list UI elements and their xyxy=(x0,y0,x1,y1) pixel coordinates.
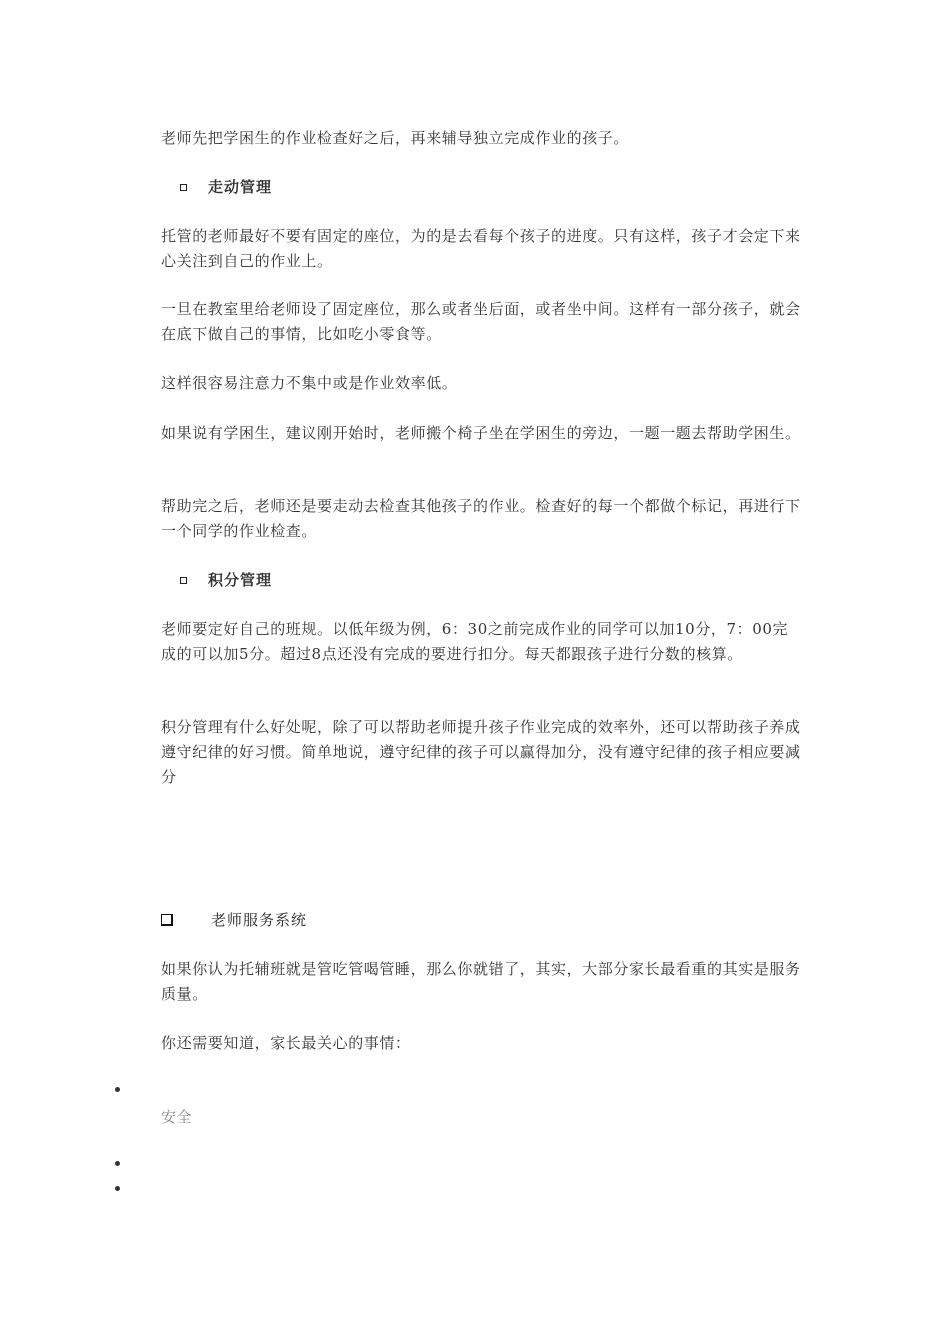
paragraph-points-benefits: 积分管理有什么好处呢，除了可以帮助老师提升孩子作业完成的效率外，还可以帮助孩子养成遵守纪律的好习惯。简单地说，遵守纪律的孩子可以赢得加分，没有遵守纪律的孩子相应要减分 xyxy=(161,718,801,786)
checkbox-bullet-icon xyxy=(180,577,187,584)
paragraph-help-struggling: 如果说有学困生，建议刚开始时，老师搬个椅子坐在学困生的旁边，一题一题去帮助学困生。 xyxy=(161,424,801,442)
paragraph-class-rules: 老师要定好自己的班规。以低年级为例，6：30之前完成作业的同学可以加10分，7：00完成的可以加5分。超过8点还没有完成的要进行扣分。每天都跟孩子进行分数的核算。 xyxy=(161,620,789,663)
paragraph-no-fixed-seat: 托管的老师最好不要有固定的座位，为的是去看每个孩子的进度。只有这样，孩子才会定下来心关注到自己的作业上。 xyxy=(161,227,801,270)
paragraph-service-quality: 如果你认为托辅班就是管吃管喝管睡，那么你就错了，其实，大部分家长最看重的其实是服务质量。 xyxy=(161,960,801,1003)
list-bullet-icon xyxy=(115,1186,120,1191)
paragraph-low-efficiency: 这样很容易注意力不集中或是作业效率低。 xyxy=(161,374,458,392)
list-bullet-icon xyxy=(115,1087,120,1092)
checkbox-square-icon xyxy=(161,914,173,926)
section-heading-teacher-service-label: 老师服务系统 xyxy=(211,911,308,929)
list-item-safety: 安全 xyxy=(161,1108,193,1126)
subheading-walk-management-label: 走动管理 xyxy=(208,178,273,196)
subheading-walk-management xyxy=(180,176,272,198)
paragraph-walk-check: 帮助完之后，老师还是要走动去检查其他孩子的作业。检查好的每一个都做个标记，再进行下一个同学的作业检查。 xyxy=(161,497,801,540)
subheading-points-management-label: 积分管理 xyxy=(208,571,273,589)
paragraph-fixed-seat-problem: 一旦在教室里给老师设了固定座位，那么或者坐后面，或者坐中间。这样有一部分孩子，就会在底下做自己的事情，比如吃小零食等。 xyxy=(161,300,801,343)
list-bullet-icon xyxy=(115,1161,120,1166)
subheading-points-management xyxy=(180,569,272,591)
section-heading-teacher-service xyxy=(161,909,307,931)
checkbox-bullet-icon xyxy=(180,184,187,191)
paragraph-parents-concern: 你还需要知道，家长最关心的事情： xyxy=(161,1034,411,1052)
paragraph-tutoring-order: 老师先把学困生的作业检查好之后，再来辅导独立完成作业的孩子。 xyxy=(161,129,630,147)
